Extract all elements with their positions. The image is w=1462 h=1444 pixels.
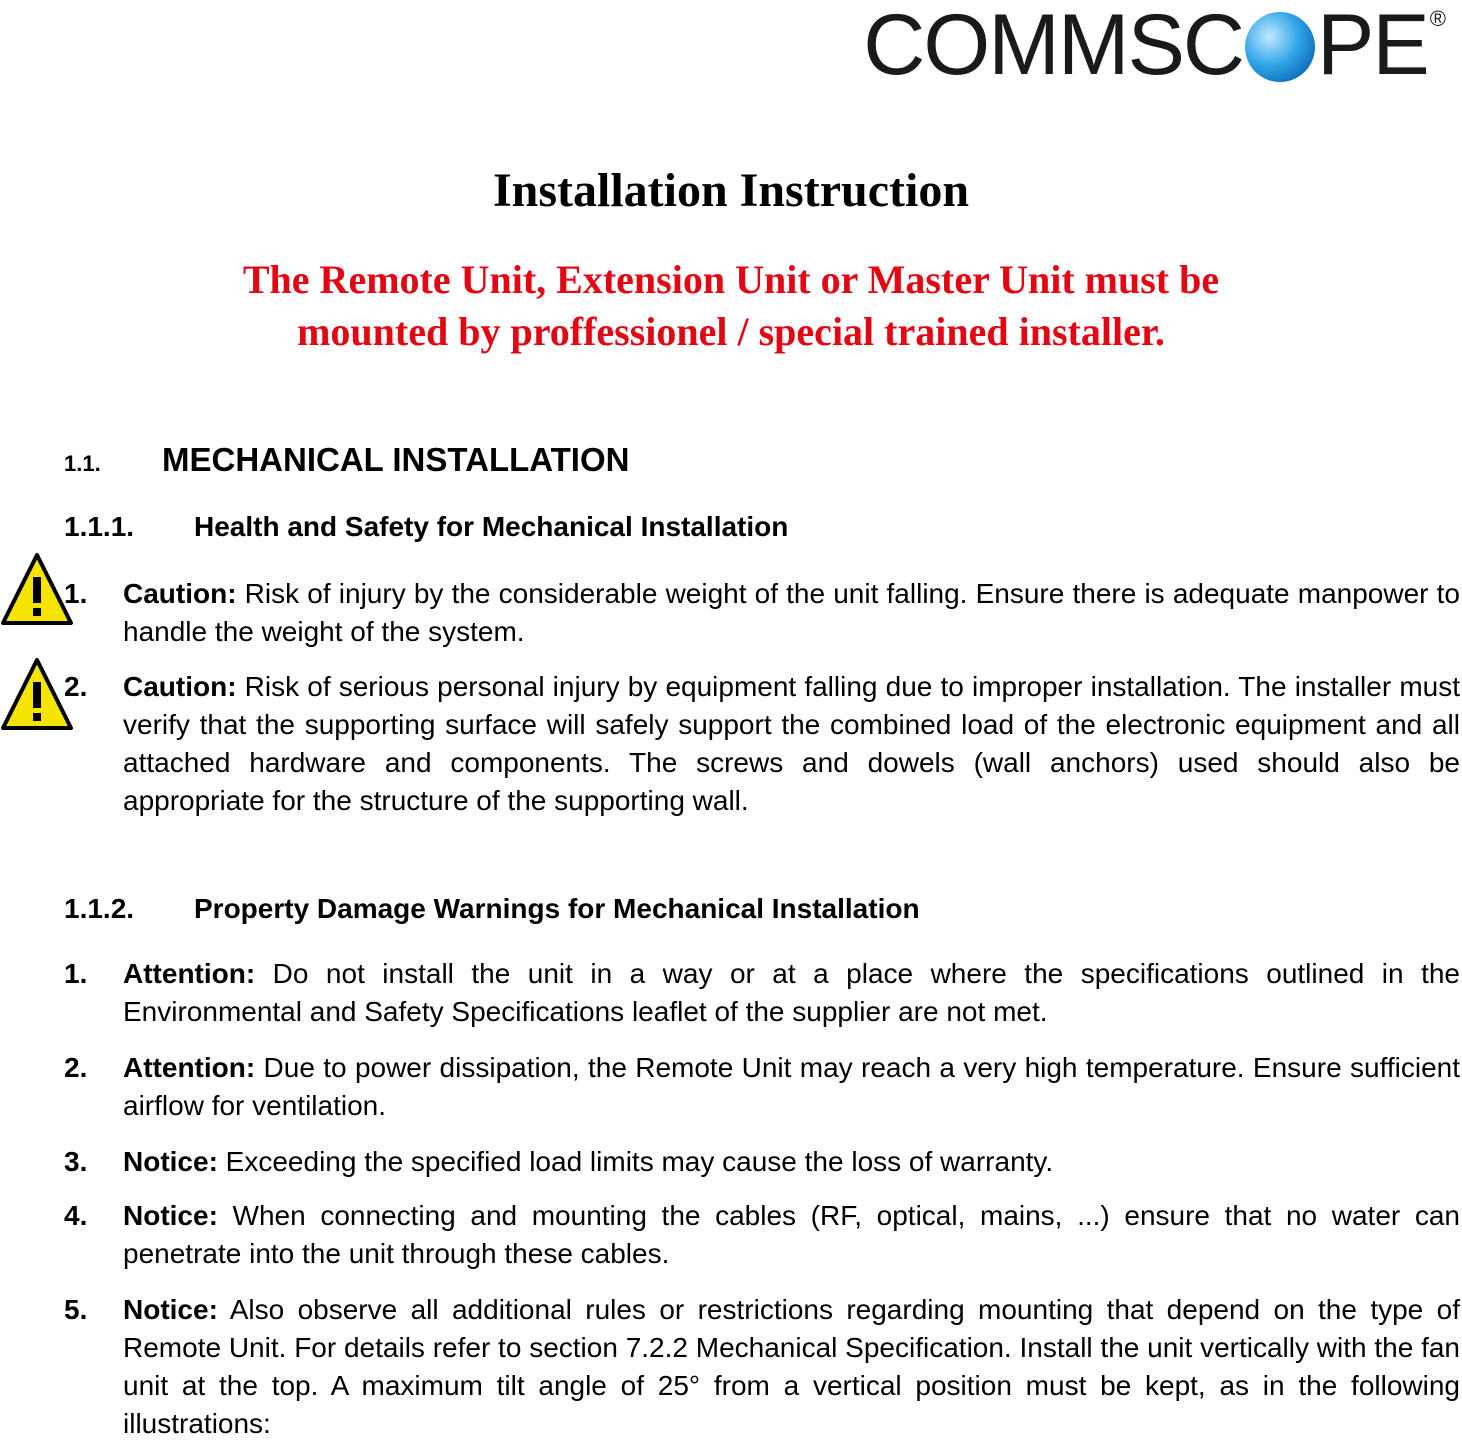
subsection-title: Health and Safety for Mechanical Installation xyxy=(194,511,789,542)
item-label: Caution: xyxy=(123,671,237,702)
installer-warning-line-2: mounted by proffessionel / special trained installer. xyxy=(297,309,1165,354)
item-text: Do not install the unit in a way or at a place where the specifications outlined in the Environmental and Safety Specifications leaflet of the supplier are not met. xyxy=(123,958,1460,1027)
installer-warning xyxy=(60,254,1402,358)
item-text: Exceeding the specified load limits may cause the loss of warranty. xyxy=(217,1146,1054,1177)
item-label: Notice: xyxy=(123,1200,218,1231)
item-text: Also observe all additional rules or restrictions regarding mounting that depend on the type of Remote Unit. For details refer to section 7.2.2 Mechanical Specification. Install the unit vertically with the fan unit at the top. A maximum tilt angle of 25° from a vertical position must be kept, as in the following illustrations: xyxy=(123,1294,1460,1439)
section-number: 1.1. xyxy=(64,451,101,476)
subsection-number: 1.1.1. xyxy=(64,511,135,542)
item-number: 1. xyxy=(64,958,88,989)
item-label: Notice: xyxy=(123,1294,218,1325)
installer-warning-line-1: The Remote Unit, Extension Unit or Master Unit must be xyxy=(242,257,1220,302)
section-heading xyxy=(64,441,629,479)
logo-registered-mark: ® xyxy=(1429,6,1444,31)
logo-text-start: COMMSC xyxy=(863,0,1244,93)
logo-text-end: PE xyxy=(1317,0,1428,93)
list-item xyxy=(64,1291,1460,1443)
list-item xyxy=(64,1049,1460,1125)
item-number: 5. xyxy=(64,1294,88,1325)
item-number: 1. xyxy=(64,578,88,609)
subsection-title: Property Damage Warnings for Mechanical Installation xyxy=(194,893,920,924)
list-item xyxy=(64,955,1460,1031)
subsection-number: 1.1.2. xyxy=(64,893,135,924)
commscope-logo xyxy=(863,0,1444,93)
item-text: When connecting and mounting the cables (RF, optical, mains, ...) ensure that no water can penetrate into the unit through these cables. xyxy=(123,1200,1460,1269)
subsection-heading-property-damage xyxy=(64,893,920,925)
list-item xyxy=(64,575,1460,651)
warning-triangle-icon xyxy=(0,551,74,627)
item-label: Attention: xyxy=(123,958,256,989)
list-item xyxy=(64,668,1460,820)
section-title: MECHANICAL INSTALLATION xyxy=(162,441,630,478)
list-item xyxy=(64,1197,1460,1273)
logo-globe-icon xyxy=(1245,12,1315,82)
item-text: Risk of serious personal injury by equipment falling due to improper installation. The installer must verify that the supporting surface will safely support the combined load of the electronic equipment and all attached hardware and components. The screws and dowels (wall anchors) used should also be appropriate for the structure of the supporting wall. xyxy=(123,671,1460,816)
item-text: Due to power dissipation, the Remote Unit may reach a very high temperature. Ensure sufficient airflow for ventilation. xyxy=(123,1052,1460,1121)
subsection-heading-health-safety xyxy=(64,511,788,543)
item-text: Risk of injury by the considerable weight of the unit falling. Ensure there is adequate manpower to handle the weight of the system. xyxy=(123,578,1460,647)
item-number: 2. xyxy=(64,1052,88,1083)
list-item xyxy=(64,1143,1460,1181)
item-label: Attention: xyxy=(123,1052,256,1083)
page-title: Installation Instruction xyxy=(492,164,970,217)
item-label: Caution: xyxy=(123,578,237,609)
item-number: 4. xyxy=(64,1200,88,1231)
item-label: Notice: xyxy=(123,1146,218,1177)
warning-triangle-icon xyxy=(0,656,74,732)
item-number: 2. xyxy=(64,671,88,702)
item-number: 3. xyxy=(64,1146,88,1177)
